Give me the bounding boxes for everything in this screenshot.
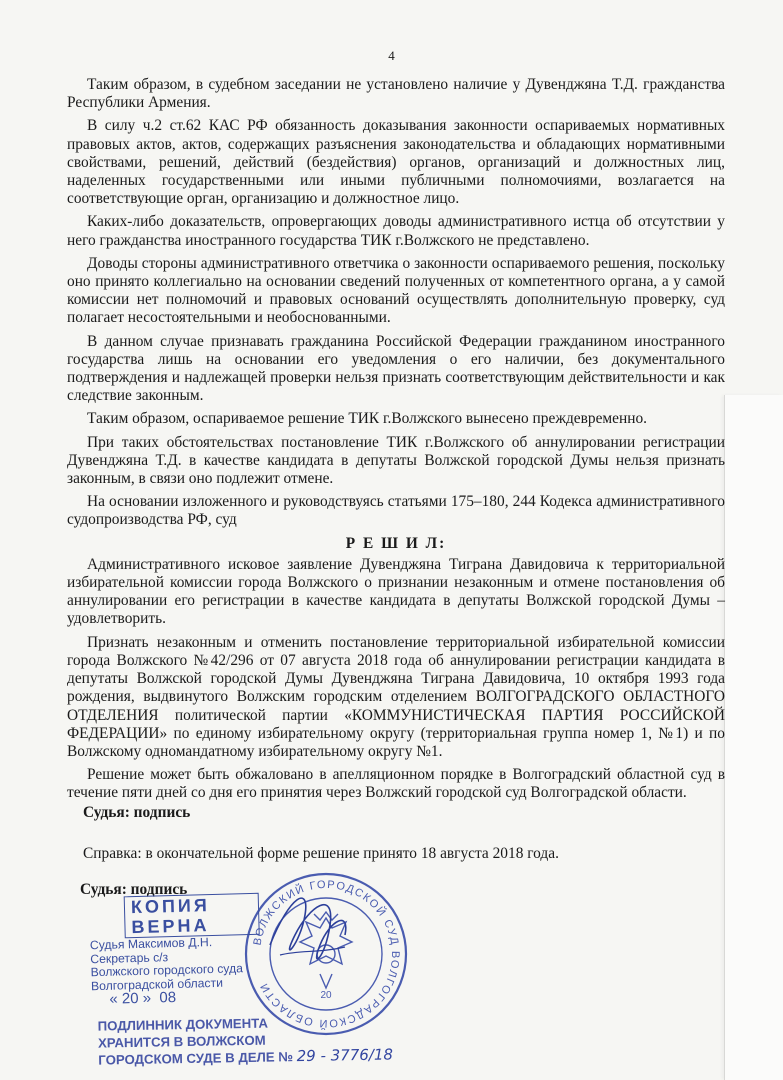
stamp-month: 08 [159, 988, 177, 1007]
stamp-day: 20 [121, 989, 139, 1008]
paragraph: Каких-либо доказательств, опровергающих доводы административного истца об отсутствии у него гражданства иностранного государства ТИК г.Волжского не представлено. [67, 213, 725, 249]
finalization-note: Справка: в окончательной форме решение принято 18 августа 2018 года. [83, 845, 559, 862]
page-number: 4 [388, 48, 395, 63]
stamp-line: Волгоградской области [90, 975, 224, 993]
seal-year: 20 [320, 990, 332, 1001]
paragraph: В силу ч.2 ст.62 КАС РФ обязанность доказывания законности оспариваемых нормативных правовых актов, актов, содержащих разъяснения законодательства и обладающих нормативными свойствами, решений, действий (бездействия) органов, организаций и должностных лиц, наделенных государственными или иными публичными полномочиями, возлагается на соответствующие орган, организацию и должностное лицо. [67, 117, 725, 208]
archive-line-text: ГОРОДСКОМ СУДЕ В ДЕЛЕ № [98, 1049, 294, 1068]
paragraph: В данном случае признавать гражданина Российской Федерации гражданином иностранного государства лишь на основании его уведомления о его наличии, без документального подтверждения и надлежащей проверки нельзя признать соответствующим действительности и как следствие законным. [67, 332, 725, 405]
case-number: 29 - 3776/18 [296, 1045, 394, 1066]
stamp-title: КОПИЯ ВЕРНА [124, 893, 260, 939]
decision-paragraph: Административного исковое заявление Дувенджяна Тиграна Давидовича к территориальной избирательной комиссии города Волжского о признании незаконным и отмене постановления об аннулировании его регистрации в качестве кандидата в депутаты Волжской городской Думы – удовлетворить. [67, 555, 725, 628]
decision-heading: Р Е Ш И Л: [345, 534, 447, 552]
paragraph: При таких обстоятельствах постановление ТИК г.Волжского об аннулировании регистрации Дувенджяна Т.Д. в качестве кандидата в депутаты Волжской городской Думы нельзя признать законным, в связи оно подлежит отмене. [67, 433, 725, 488]
paragraph: Таким образом, в судебном заседании не установлено наличие у Дувенджяна Т.Д. гражданства Республики Армения. [67, 76, 725, 112]
stamp-date: « 20 » 08 [109, 988, 177, 1008]
document-body [67, 76, 725, 808]
stamp-line: Волжского городского суда [90, 961, 244, 980]
decision-paragraph: Решение может быть обжаловано в апелляционном порядке в Волгоградский областной суд в течение пяти дней со дня его принятия через Волжский городской суд Волгоградской области. [67, 766, 725, 802]
seal-text: ВОЛЖСКИЙ ГОРОДСКОЙ СУД ВОЛГОГРАДСКОЙ ОБЛАСТИ [251, 878, 402, 1030]
archive-line: ПОДЛИННИК ДОКУМЕНТА [97, 1015, 269, 1034]
page-edge [724, 395, 783, 1080]
paragraph: Доводы стороны административного ответчика о законности оспариваемого решения, поскольку оно принято коллегиально на основании сведений полученных от компетентного органа, а у самой комиссии нет полномочий и правовых оснований осуществлять дополнительную проверку, суд полагает несостоятельными и необоснованными. [67, 254, 725, 327]
copy-certified-stamp [89, 893, 262, 1008]
decision-paragraph: Признать незаконным и отменить постановление территориальной избирательной комиссии города Волжского №42/296 от 07 августа 2018 года об аннулировании регистрации кандидата в депутаты Волжской городской Думы Дувенджяна Тиграна Давидовича, 10 октября 1993 года рождения, выдвинутого Волжским городским отделением ВОЛГОГРАДСКОГО ОБЛАСТНОГО ОТДЕЛЕНИЯ политической партии «КОММУНИСТИЧЕСКАЯ ПАРТИЯ РОССИЙСКОЙ ФЕДЕРАЦИИ» по единому избирательному округу (территориальная группа номер 1, №1) и по Волжскому одномандатному избирательному округу №1. [67, 633, 725, 760]
judge-signature-line-2: Судья: подпись [80, 881, 188, 898]
handwritten-signature [250, 875, 370, 995]
archive-stamp [98, 1012, 394, 1068]
stamp-line: Судья Максимов Д.Н. [89, 935, 213, 953]
judge-signature-line: Судья: подпись [83, 804, 191, 821]
archive-line: ХРАНИТСЯ В ВОЛЖСКОМ [97, 1032, 266, 1051]
paragraph: На основании изложенного и руководствуясь статьями 175–180, 244 Кодекса административного судопроизводства РФ, суд [67, 493, 725, 529]
paragraph: Таким образом, оспариваемое решение ТИК г.Волжского вынесено преждевременно. [87, 410, 647, 428]
stamp-line: Секретарь с/з [90, 949, 169, 966]
